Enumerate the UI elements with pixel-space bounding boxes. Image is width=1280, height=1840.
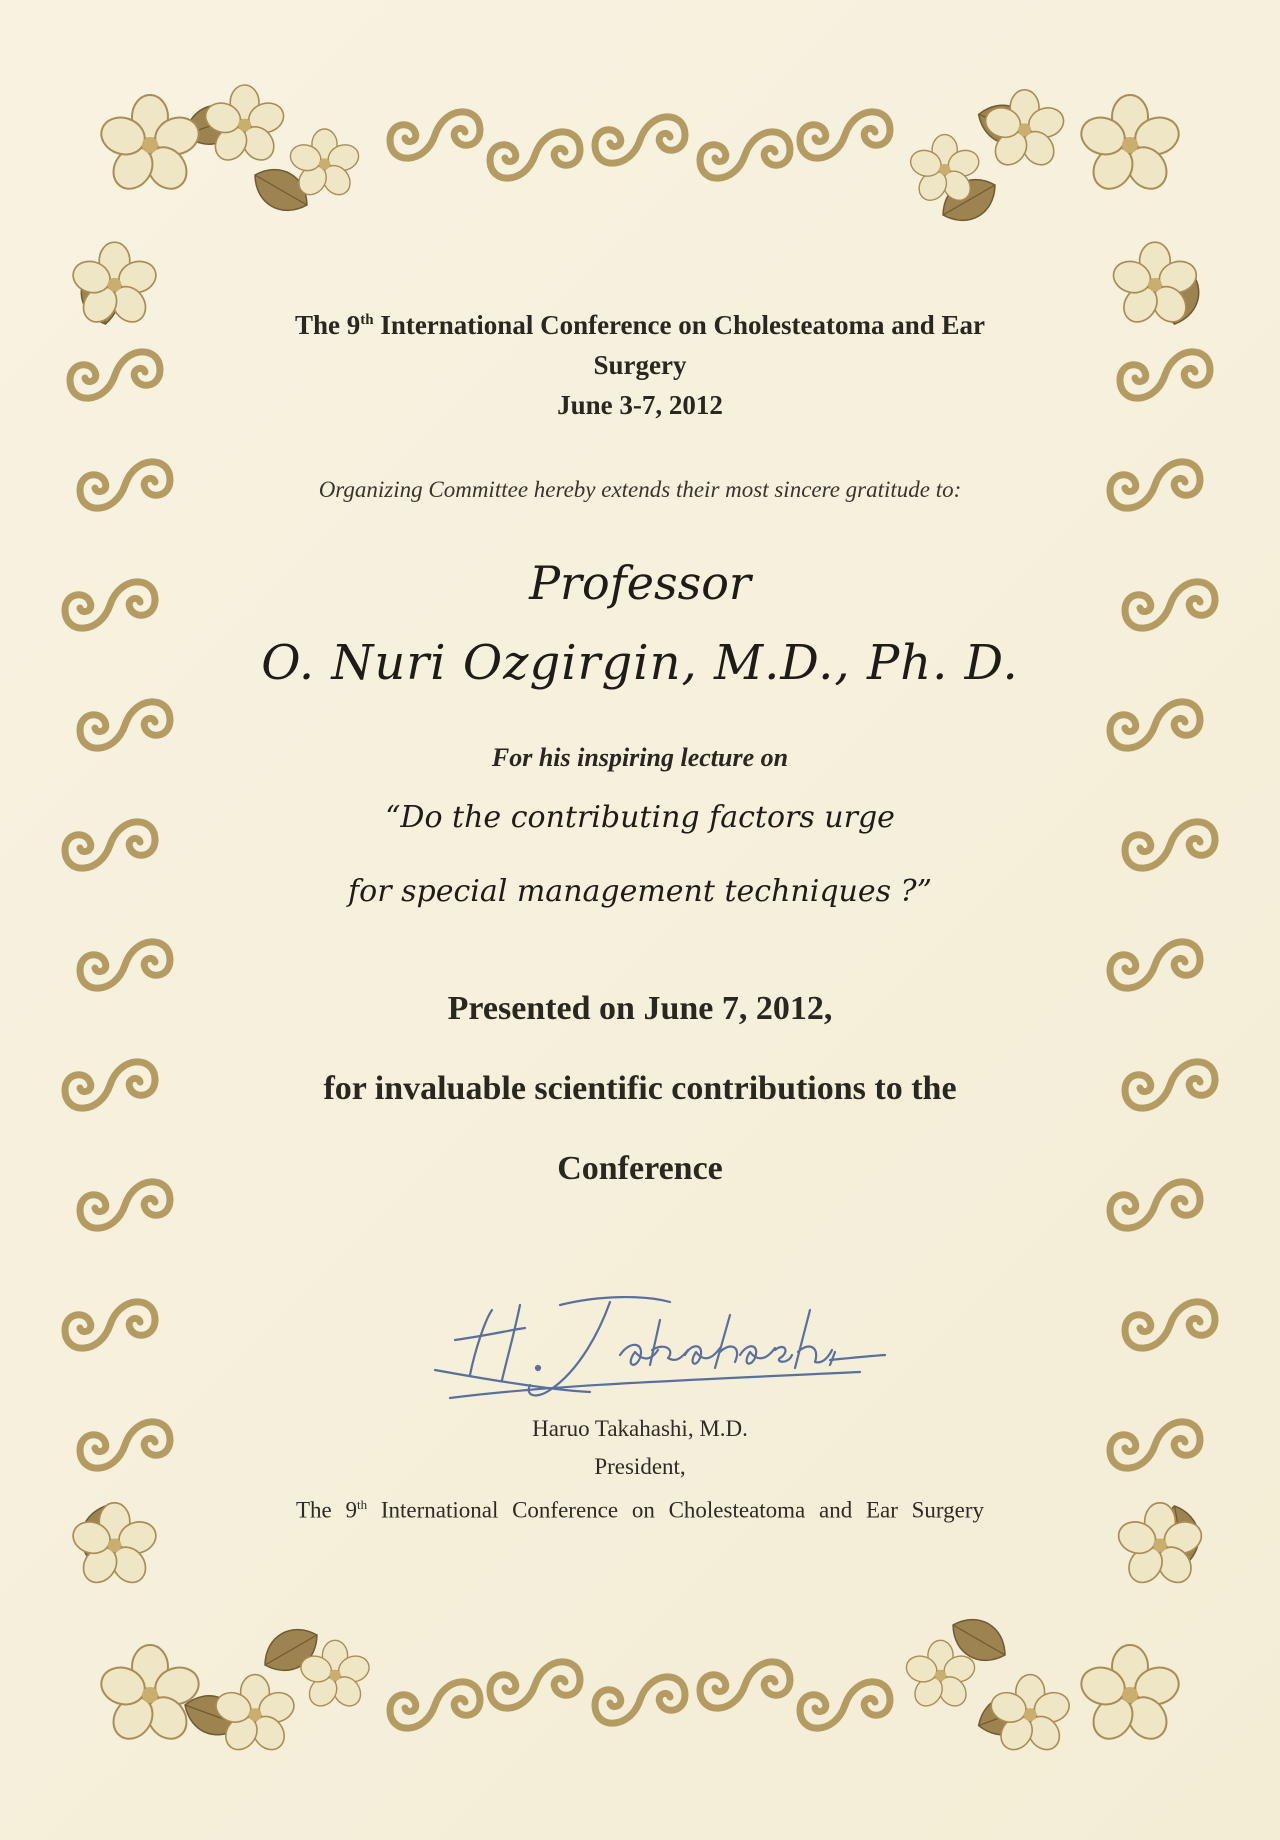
signer-block bbox=[180, 1410, 1100, 1530]
recipient-honorific: Professor bbox=[529, 556, 751, 610]
lecture-title-line2: for special management techniques ?” bbox=[348, 874, 932, 909]
left-scroll-band bbox=[75, 195, 165, 1645]
presented-statement bbox=[180, 969, 1100, 1209]
president-signature bbox=[430, 1280, 890, 1410]
recipient-name: O. Nuri Ozgirgin, M.D., Ph. D. bbox=[261, 635, 1019, 691]
conference-title-line2: Surgery bbox=[593, 350, 687, 380]
gratitude-intro: Organizing Committee hereby extends their most sincere gratitude to: bbox=[318, 477, 962, 502]
lecture-title-line1: “Do the contributing factors urge bbox=[385, 800, 895, 835]
presented-line1: Presented on June 7, 2012, bbox=[447, 990, 833, 1027]
certificate-body bbox=[180, 300, 1100, 1209]
conference-title: The 9th International Conference on Cholesteatoma and Ear bbox=[294, 310, 986, 340]
conference-dates: June 3-7, 2012 bbox=[557, 390, 723, 420]
presented-line3: Conference bbox=[557, 1150, 723, 1187]
signer-name: Haruo Takahashi, M.D. bbox=[532, 1416, 748, 1441]
signer-organization: The 9th International Conference on Cholesteatoma and Ear Surgery bbox=[295, 1497, 985, 1523]
lecture-intro: For his inspiring lecture on bbox=[491, 743, 789, 772]
signer-role: President, bbox=[594, 1454, 686, 1479]
signature-graphic bbox=[430, 1280, 890, 1410]
presented-line2: for invaluable scientific contributions to the bbox=[323, 1070, 957, 1107]
